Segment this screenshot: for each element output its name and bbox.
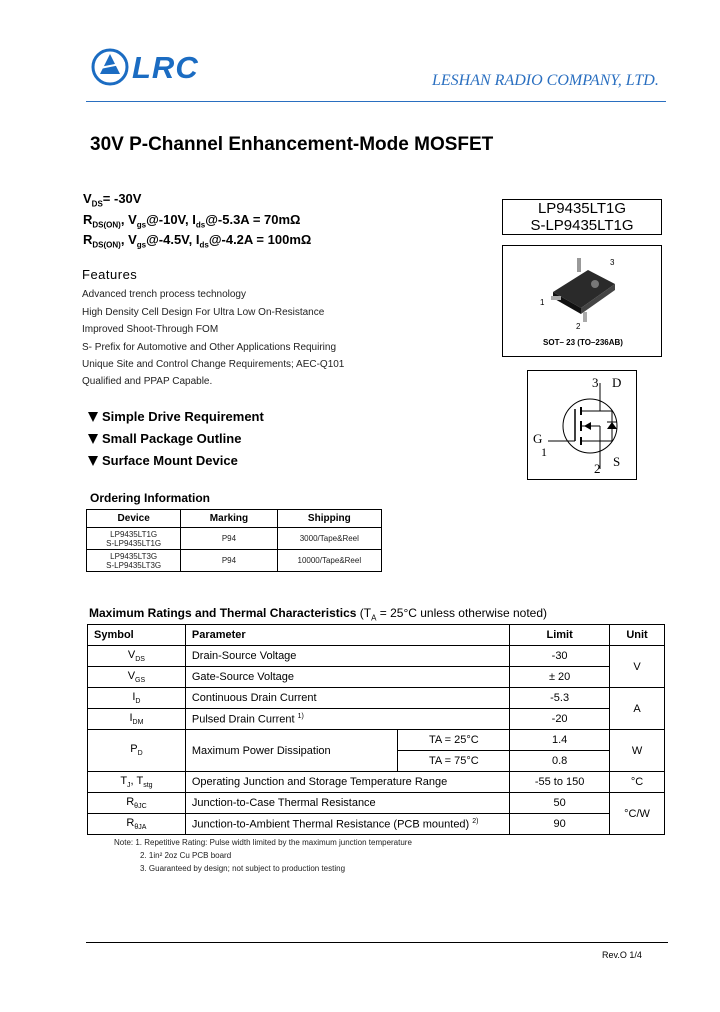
table-row xyxy=(87,550,382,572)
ordering-heading: Ordering Information xyxy=(90,491,210,505)
parameter-cell: Drain-Source Voltage xyxy=(185,646,509,667)
company-name: LESHAN RADIO COMPANY, LTD. xyxy=(432,72,659,89)
table-row xyxy=(88,793,665,814)
parameter-cell: Junction-to-Ambient Thermal Resistance (PCB mounted) $^{2)}$ xyxy=(185,814,509,835)
unit-cell: °C xyxy=(610,772,665,793)
part-number: S-LP9435LT1G xyxy=(530,217,634,234)
bullet-item: Small Package Outline xyxy=(88,431,241,446)
device-cell: LP9435LT1G S-LP9435LT1G xyxy=(87,528,181,550)
limit-cell: -5.3 xyxy=(510,688,610,709)
pin-label: G xyxy=(533,431,543,446)
column-header: Marking xyxy=(181,510,277,528)
limit-cell: -30 xyxy=(510,646,610,667)
column-header: Unit xyxy=(610,625,665,646)
note-line: Note: 1. Repetitive Rating: Pulse width limited by the maximum junction temperature xyxy=(114,838,412,847)
table-row xyxy=(88,688,665,709)
table-row xyxy=(88,709,665,730)
table-row xyxy=(87,528,382,550)
table-row xyxy=(88,772,665,793)
pin-number: 1 xyxy=(541,445,547,459)
package-image xyxy=(502,245,662,357)
mosfet-symbol xyxy=(527,370,637,480)
parameter-cell: Maximum Power Dissipation xyxy=(185,730,398,772)
page-title: 30V P-Channel Enhancement-Mode MOSFET xyxy=(90,134,494,155)
symbol-cell: $I_{DM}$ xyxy=(88,709,186,730)
limit-cell: 90 xyxy=(510,814,610,835)
feature-item: Unique Site and Control Change Requirements; AEC-Q101 xyxy=(82,359,345,370)
parameter-cell: Pulsed Drain Current $^{1)}$ xyxy=(185,709,509,730)
limit-cell: -55 to 150 xyxy=(510,772,610,793)
table-row xyxy=(88,667,665,688)
shipping-cell: 3000/Tape&Reel xyxy=(277,528,381,550)
feature-item: High Density Cell Design For Ultra Low On-Resistance xyxy=(82,307,325,318)
symbol-cell: $R_{\theta JC}$ xyxy=(88,793,186,814)
column-header: Parameter xyxy=(185,625,509,646)
unit-cell: W xyxy=(610,730,665,772)
bullet-item: Surface Mount Device xyxy=(88,453,238,468)
symbol-cell: $T_J$, $T_{stg}$ xyxy=(88,772,186,793)
unit-cell: °C/W xyxy=(610,793,665,835)
parameter-cell: Operating Junction and Storage Temperature Range xyxy=(185,772,509,793)
unit-cell: A xyxy=(610,688,665,730)
note-line: 2. 1in² 2oz Cu PCB board xyxy=(140,851,232,860)
pin-number: 3 xyxy=(592,375,599,390)
pin-label: D xyxy=(612,375,622,390)
pin-label: 3 xyxy=(610,258,615,267)
table-row xyxy=(88,730,665,751)
column-header: Device xyxy=(87,510,181,528)
triangle-bullet-icon xyxy=(88,434,98,444)
spec-vds: $V_{DS}= -30V$ xyxy=(83,191,142,209)
parameter-cell: Gate-Source Voltage xyxy=(185,667,509,688)
sot23-package-icon xyxy=(533,254,633,329)
symbol-cell: $V_{GS}$ xyxy=(88,667,186,688)
limit-cell: 1.4 xyxy=(510,730,610,751)
condition-cell: TA = 25°C xyxy=(398,730,510,751)
page-footer: Rev.O 1/4 xyxy=(602,950,642,960)
feature-item: S- Prefix for Automotive and Other Applications Requiring xyxy=(82,342,337,353)
limit-cell: -20 xyxy=(510,709,610,730)
logo-text: LRC xyxy=(132,50,199,85)
column-header: Shipping xyxy=(277,510,381,528)
device-cell: LP9435LT3G S-LP9435LT3G xyxy=(87,550,181,572)
max-ratings-table xyxy=(87,624,665,835)
table-header-row xyxy=(88,625,665,646)
symbol-cell: $I_D$ xyxy=(88,688,186,709)
footer-divider xyxy=(86,942,668,943)
package-label: SOT– 23 (TO–236AB) xyxy=(543,338,623,347)
condition-cell: TA = 75°C xyxy=(398,751,510,772)
feature-item: Improved Shoot-Through FOM xyxy=(82,324,219,335)
feature-item: Advanced trench process technology xyxy=(82,289,246,300)
symbol-cell: $R_{\theta JA}$ xyxy=(88,814,186,835)
parameter-cell: Continuous Drain Current xyxy=(185,688,509,709)
features-heading: Features xyxy=(82,267,138,282)
table-header-row xyxy=(87,510,382,528)
pin-number: 2 xyxy=(594,461,601,476)
limit-cell: 0.8 xyxy=(510,751,610,772)
pin-label: 2 xyxy=(576,322,581,331)
column-header: Limit xyxy=(510,625,610,646)
pin-label: 1 xyxy=(540,298,545,307)
mosfet-schematic-icon xyxy=(528,371,638,481)
header-divider xyxy=(86,101,666,102)
limit-cell: 50 xyxy=(510,793,610,814)
parameter-cell: Junction-to-Case Thermal Resistance xyxy=(185,793,509,814)
marking-cell: P94 xyxy=(181,528,277,550)
table-row xyxy=(88,814,665,835)
limit-cell: ± 20 xyxy=(510,667,610,688)
bullet-item: Simple Drive Requirement xyxy=(88,409,264,424)
spec-rds-4v5: $R_{DS(ON)}$, $V_{gs}@-4.5V$, $I_{ds}@-4.2A = 100m\Omega$ xyxy=(83,232,312,250)
unit-cell: V xyxy=(610,646,665,688)
spec-rds-10v: $R_{DS(ON)}$, $V_{gs}@-10V$, $I_{ds}@-5.3A = 70m\Omega$ xyxy=(83,212,301,230)
pin-label: S xyxy=(613,454,621,469)
table-row xyxy=(88,646,665,667)
shipping-cell: 10000/Tape&Reel xyxy=(277,550,381,572)
ordering-table xyxy=(86,509,382,572)
feature-item: Qualified and PPAP Capable. xyxy=(82,376,213,387)
max-ratings-heading: Maximum Ratings and Thermal Characteristics ($T_A = 25^\circ C$ unless otherwise noted) xyxy=(89,606,547,623)
triangle-bullet-icon xyxy=(88,412,98,422)
symbol-cell: $P_D$ xyxy=(88,730,186,772)
column-header: Symbol xyxy=(88,625,186,646)
marking-cell: P94 xyxy=(181,550,277,572)
triangle-bullet-icon xyxy=(88,456,98,466)
part-number: LP9435LT1G xyxy=(537,200,627,217)
symbol-cell: $V_{DS}$ xyxy=(88,646,186,667)
note-line: 3. Guaranteed by design; not subject to production testing xyxy=(140,864,346,873)
part-number-box xyxy=(502,199,662,235)
